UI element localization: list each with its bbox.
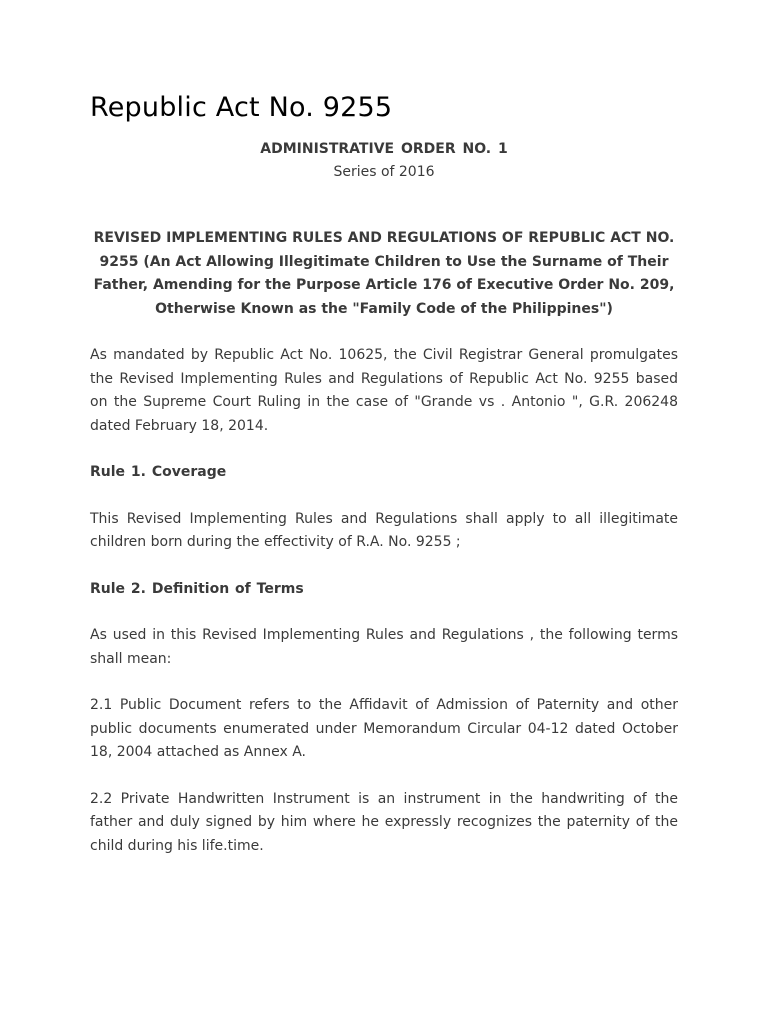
rule-2-title: Rule 2. Definition of Terms bbox=[90, 580, 304, 597]
rule-1-text: This Revised Implementing Rules and Regulations shall apply to all illegitimate children born during the effectivity of R.A. No. 9255 ; bbox=[90, 510, 678, 550]
rule-1-title: Rule 1. Coverage bbox=[90, 464, 227, 480]
intro-paragraph: As mandated by Republic Act No. 10625, the Civil Registrar General promulgates the Revised Implementing Rules and Regulations of Republic Act No. 9255 based on the Supreme Court Ruling in the case of "Grande vs . Antonio ", G.R. 206248 dated February 18, 2014. bbox=[90, 347, 678, 434]
definition-2-1: 2.1 Public Document refers to the Affidavit of Admission of Paternity and other public documents enumerated under Memorandum Circular 04-12 dated October 18, 2004 attached as Annex A. bbox=[90, 697, 678, 760]
definition-2-2: 2.2 Private Handwritten Instrument is an instrument in the handwriting of the father and duly signed by him where he expressly recognizes the paternity of the child during his life.time. bbox=[90, 790, 678, 854]
rules-heading: REVISED IMPLEMENTING RULES AND REGULATIONS OF REPUBLIC ACT NO. 9255 (An Act Allowing Illegitimate Children to Use the Surname of Their Father, Amending for the Purpose Article 176 of Executive Order No. 209, Otherwise Known as the "Family Code of the Philippines") bbox=[93, 230, 675, 317]
document-title: Republic Act No. 9255 bbox=[90, 92, 393, 123]
rule-2-text: As used in this Revised Implementing Rules and Regulations , the following terms shall mean: bbox=[90, 627, 678, 667]
administrative-order-number: ADMINISTRATIVE ORDER NO. 1 bbox=[260, 141, 508, 157]
document-page bbox=[90, 88, 678, 858]
series-year: Series of 2016 bbox=[333, 164, 435, 180]
